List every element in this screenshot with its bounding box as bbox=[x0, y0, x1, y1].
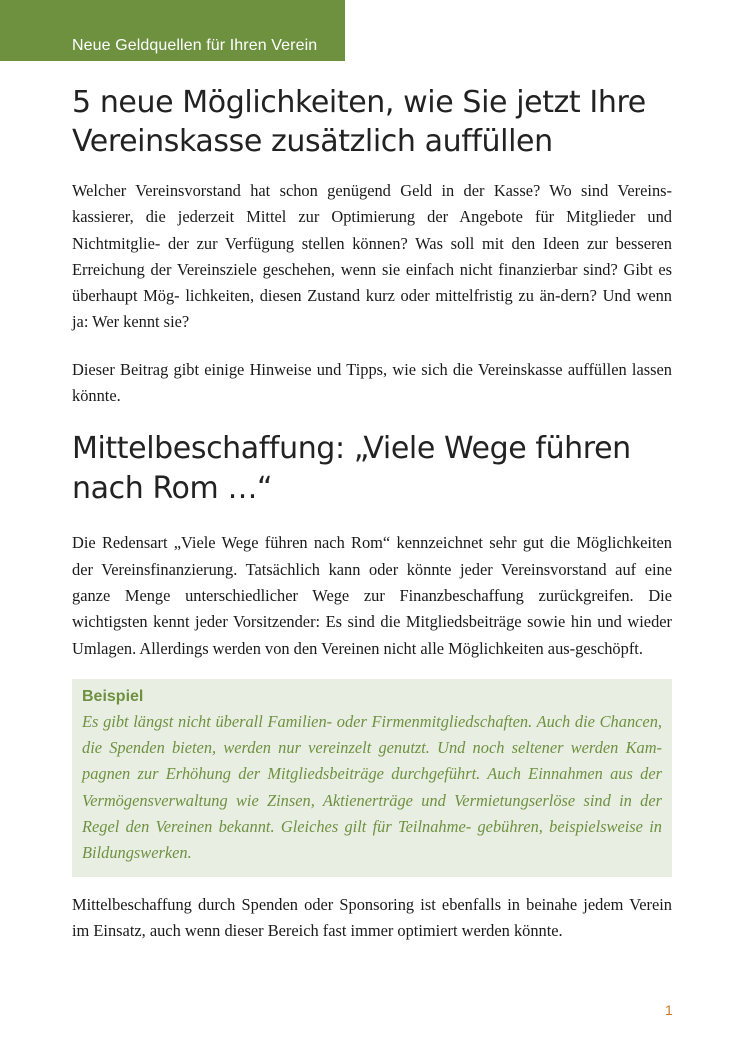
section-heading: Mittelbeschaffung: „Viele Wege führen nach Rom …“ bbox=[72, 431, 631, 507]
intro-paragraph-2: Dieser Beitrag gibt einige Hinweise und Tipps, wie sich die Vereinskasse auffüllen lassen könnte. bbox=[72, 359, 672, 406]
page-title: 5 neue Möglichkeiten, wie Sie jetzt Ihre Vereinskasse zusätzlich auffüllen bbox=[72, 85, 646, 159]
example-text: Es gibt längst nicht überall Familien- oder Firmenmitgliedschaften. Auch die Chancen, die Spenden bieten, werden nur vereinzelt genutzt. Und noch seltener werden Kam-pagnen zur Erhöhung der Mitgliedsbeiträge durchgeführt. Auch Einnahmen aus der Vermögensverwaltung wie Zinsen, Aktienerträge und Vermietungserlöse sind in der Regel den Vereinen bekannt. Gleiches gilt für Teilnahme- gebühren, beispielsweise in Bildungswerken. bbox=[82, 711, 662, 863]
chapter-header-label: Neue Geldquellen für Ihren Verein bbox=[72, 37, 318, 54]
page-content bbox=[72, 83, 672, 944]
chapter-header-band bbox=[0, 0, 345, 61]
section-paragraph: Die Redensart „Viele Wege führen nach Rom“ kennzeichnet sehr gut die Möglichkeiten der Vereinsfinanzierung. Tatsächlich kann oder könnte jeder Vereinsvorstand auf eine ganze Menge unterschiedlicher Wege zur Finanzbeschaffung zurückgreifen. Die wichtigsten kennt jeder Vorsitzender: Es sind die Mitgliedsbeiträge sowie hin und wieder Umlagen. Allerdings werden von den Vereinen nicht alle Möglichkeiten aus-geschöpft. bbox=[72, 533, 672, 658]
example-title: Beispiel bbox=[82, 687, 144, 705]
example-box bbox=[72, 679, 672, 877]
closing-paragraph: Mittelbeschaffung durch Spenden oder Sponsoring ist ebenfalls in beinahe jedem Verein im Einsatz, auch wenn dieser Bereich fast immer optimiert werden könnte. bbox=[72, 894, 672, 940]
intro-paragraph-1: Welcher Vereinsvorstand hat schon genügend Geld in der Kasse? Wo sind Vereins-kassierer, die jederzeit Mittel zur Optimierung der Angebote für Mitglieder und Nichtmitglie- der zur Verfügung stellen können? Was soll mit den Ideen zur besseren Erreichung der Vereinsziele geschehen, wenn sie einfach nicht finanzierbar sind? Gibt es überhaupt Mög- lichkeiten, diesen Zustand kurz oder mittelfristig zu än-dern? Und wenn ja: Wer kennt sie? bbox=[72, 181, 672, 332]
page-number: 1 bbox=[665, 1002, 673, 1018]
